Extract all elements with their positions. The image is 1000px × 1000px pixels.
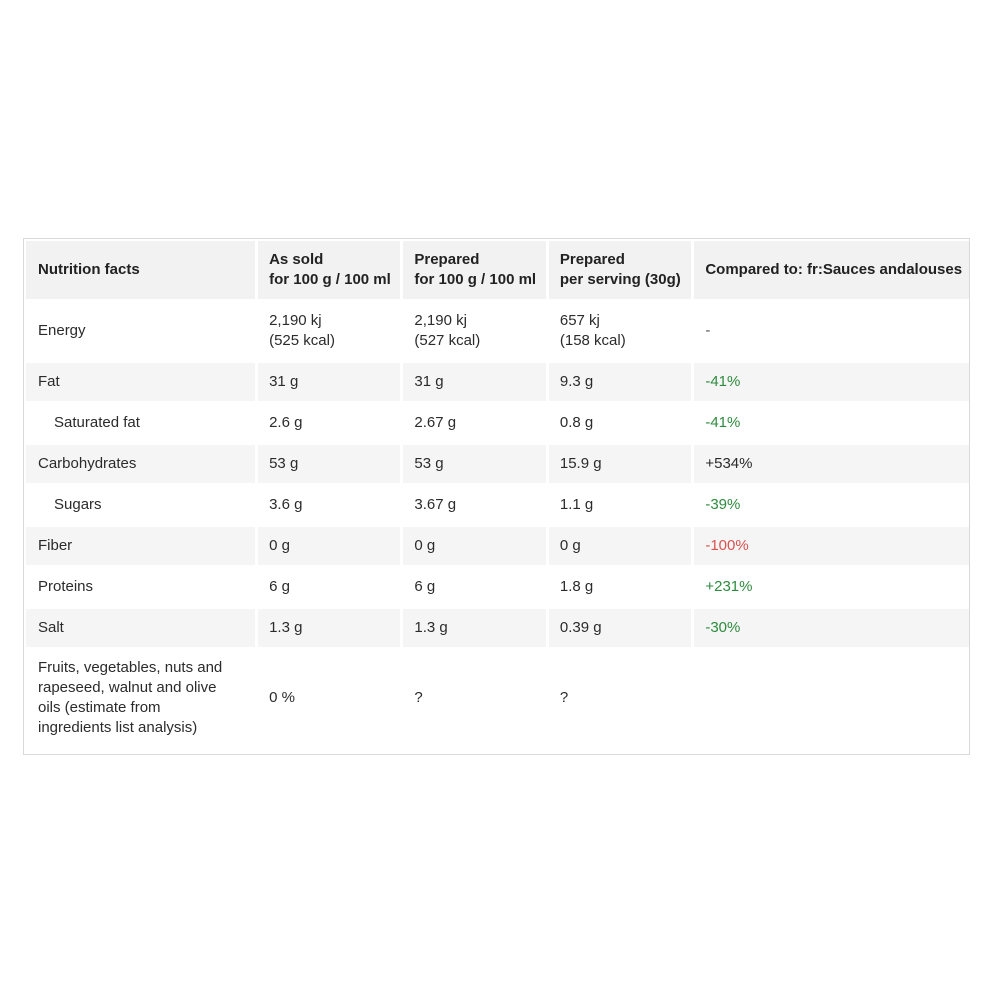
nutrient-name (26, 650, 255, 746)
nutrient-name-line: rapeseed, walnut and olive (38, 679, 217, 696)
prepared-value: 31 g (403, 363, 545, 401)
table-row-fiber (26, 527, 969, 565)
serving-value: 0.39 g (549, 609, 691, 647)
serving-value (549, 302, 691, 360)
header-sublabel: for 100 g / 100 ml (269, 271, 391, 288)
header-label: Nutrition facts (38, 261, 140, 278)
nutrient-name: Salt (26, 609, 255, 647)
table-header-row (26, 241, 969, 299)
as-sold-value (258, 302, 400, 360)
serving-value: ? (549, 650, 691, 746)
table-row-salt (26, 609, 969, 647)
as-sold-value: 31 g (258, 363, 400, 401)
prepared-value: 2.67 g (403, 404, 545, 442)
value-line: 2,190 kj (269, 312, 322, 329)
as-sold-value: 3.6 g (258, 486, 400, 524)
compare-value: - (694, 302, 969, 360)
prepared-value: 6 g (403, 568, 545, 606)
as-sold-value: 1.3 g (258, 609, 400, 647)
as-sold-value: 6 g (258, 568, 400, 606)
header-sublabel: per serving (30g) (559, 271, 681, 288)
serving-value: 15.9 g (549, 445, 691, 483)
prepared-value: 53 g (403, 445, 545, 483)
compare-value: +534% (694, 445, 969, 483)
nutrient-name: Saturated fat (26, 404, 255, 442)
nutrient-name-line: oils (estimate from (38, 699, 161, 716)
nutrient-name: Carbohydrates (26, 445, 255, 483)
header-prepared-100g (403, 241, 545, 299)
nutrient-name: Sugars (26, 486, 255, 524)
header-sublabel: for 100 g / 100 ml (414, 271, 537, 288)
prepared-value: 0 g (403, 527, 545, 565)
header-nutrition-facts (26, 241, 255, 299)
as-sold-value: 0 % (258, 650, 400, 746)
prepared-value: 1.3 g (403, 609, 545, 647)
compare-value: -30% (694, 609, 969, 647)
header-label: As sold (269, 251, 324, 268)
header-compared-to (694, 241, 969, 299)
header-label: Prepared (559, 251, 625, 268)
prepared-value: ? (403, 650, 545, 746)
value-line: (158 kcal) (559, 332, 626, 349)
prepared-value: 3.67 g (403, 486, 545, 524)
nutrient-name: Fat (26, 363, 255, 401)
value-line: 657 kj (559, 312, 600, 329)
nutrient-name: Energy (26, 302, 255, 360)
table-row-sugars (26, 486, 969, 524)
table-row-proteins (26, 568, 969, 606)
value-line: (527 kcal) (414, 332, 481, 349)
as-sold-value: 53 g (258, 445, 400, 483)
compare-value: -41% (694, 363, 969, 401)
nutrition-table (23, 238, 972, 749)
compare-value (694, 650, 969, 746)
serving-value: 1.8 g (549, 568, 691, 606)
as-sold-value: 0 g (258, 527, 400, 565)
nutrient-name: Proteins (26, 568, 255, 606)
serving-value: 0 g (549, 527, 691, 565)
nutrient-name-line: Fruits, vegetables, nuts and (38, 659, 223, 676)
table-row-fat (26, 363, 969, 401)
prepared-value (403, 302, 545, 360)
serving-value: 1.1 g (549, 486, 691, 524)
as-sold-value: 2.6 g (258, 404, 400, 442)
table-row-carbohydrates (26, 445, 969, 483)
table-row-fruits-vegetables (26, 650, 969, 746)
nutrient-name: Fiber (26, 527, 255, 565)
serving-value: 9.3 g (549, 363, 691, 401)
header-label: Compared to: fr:Sauces andalouses (705, 261, 963, 278)
header-label: Prepared (414, 251, 480, 268)
value-line: 2,190 kj (414, 312, 467, 329)
compare-value: -100% (694, 527, 969, 565)
compare-value: -41% (694, 404, 969, 442)
serving-value: 0.8 g (549, 404, 691, 442)
table-row-saturated-fat (26, 404, 969, 442)
table-row-energy (26, 302, 969, 360)
compare-value: -39% (694, 486, 969, 524)
nutrition-table-frame (23, 238, 970, 755)
compare-value: +231% (694, 568, 969, 606)
nutrient-name-line: ingredients list analysis) (38, 719, 198, 736)
header-prepared-serving (549, 241, 691, 299)
header-as-sold (258, 241, 400, 299)
value-line: (525 kcal) (269, 332, 335, 349)
